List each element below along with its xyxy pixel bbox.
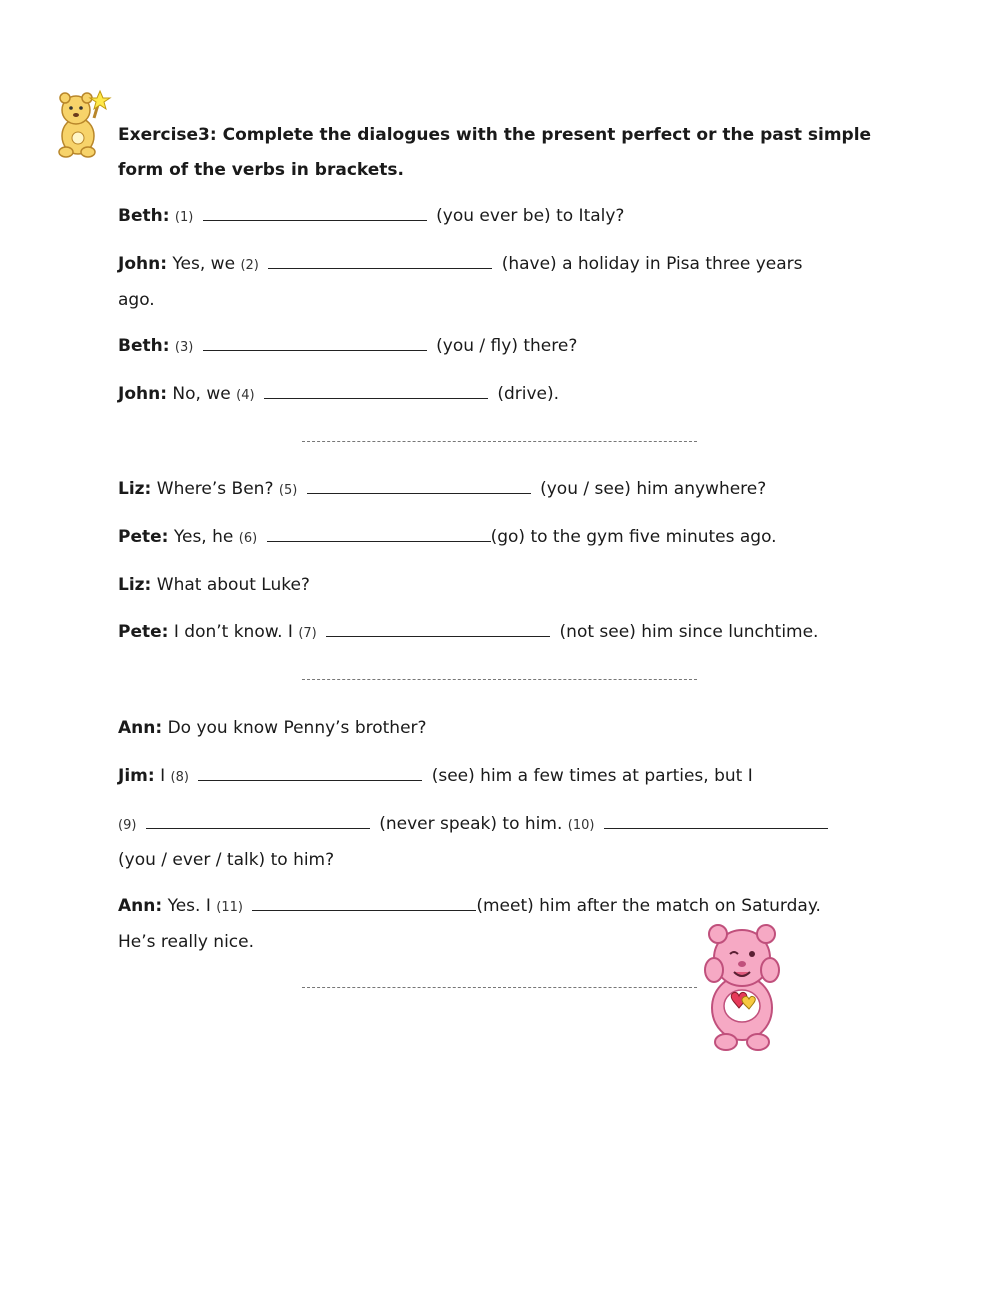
dialogue-line-jim-2 <box>118 807 908 877</box>
dialogue-line-liz-1 <box>118 472 908 508</box>
dialogue-line-john-2 <box>118 377 908 413</box>
dialogue-text: I <box>160 766 166 786</box>
verb-prompt: (you ever be) to Italy? <box>436 206 625 226</box>
dialogue-line-beth-1 <box>118 199 908 235</box>
dialogue-text: Yes, we <box>172 254 236 274</box>
speaker-name: Liz: <box>118 575 152 595</box>
item-number: (4) <box>236 388 255 403</box>
dialogue-line-beth-2 <box>118 329 908 365</box>
dialogue-text: Do you know Penny’s brother? <box>167 718 427 738</box>
item-number: (11) <box>216 900 243 915</box>
verb-prompt: (have) a holiday in Pisa three years <box>501 254 803 274</box>
dialogue-text-continued: He’s really nice. <box>118 932 255 952</box>
dialogue-text: I don’t know. I <box>173 622 293 642</box>
title-line-2: form of the verbs in brackets. <box>118 160 404 180</box>
answer-blank-5[interactable] <box>307 475 531 494</box>
answer-blank-8[interactable] <box>198 762 422 781</box>
answer-blank-4[interactable] <box>264 380 488 399</box>
speaker-name: Liz: <box>118 479 152 499</box>
answer-blank-6[interactable] <box>267 523 491 542</box>
verb-prompt: (not see) him since lunchtime. <box>559 622 819 642</box>
item-number: (9) <box>118 818 137 833</box>
dialogue-text: Yes, he <box>173 527 234 547</box>
answer-blank-7[interactable] <box>326 618 550 637</box>
exercise-title <box>118 118 898 188</box>
item-number: (10) <box>567 818 595 833</box>
speaker-name: Ann: <box>118 718 163 738</box>
verb-prompt: (drive). <box>497 384 560 404</box>
answer-blank-3[interactable] <box>203 332 427 351</box>
speaker-name: Pete: <box>118 527 169 547</box>
speaker-name: Beth: <box>118 336 170 356</box>
yellow-bear-icon <box>52 88 114 160</box>
dialogue-separator <box>302 987 697 988</box>
speaker-name: John: <box>118 254 168 274</box>
answer-blank-9[interactable] <box>146 810 370 829</box>
item-number: (1) <box>174 210 194 225</box>
dialogue-line-jim-1 <box>118 759 908 795</box>
speaker-name: John: <box>118 384 168 404</box>
answer-blank-2[interactable] <box>268 250 492 269</box>
speaker-name: Jim: <box>118 766 155 786</box>
verb-prompt: (meet) him after the match on Saturday. <box>476 896 821 916</box>
dialogue-separator <box>302 679 697 680</box>
item-number: (2) <box>240 258 259 273</box>
item-number: (3) <box>174 340 194 355</box>
answer-blank-1[interactable] <box>203 202 427 221</box>
speaker-name: Ann: <box>118 896 163 916</box>
dialogue-text: Where’s Ben? <box>156 479 274 499</box>
dialogue-text-continued: ago. <box>118 290 155 310</box>
dialogue-line-ann-1 <box>118 711 908 745</box>
item-number: (6) <box>238 531 258 546</box>
dialogue-text: Yes. I <box>167 896 211 916</box>
dialogue-separator <box>302 441 697 442</box>
answer-blank-11[interactable] <box>252 892 476 911</box>
verb-prompt-continued: (you / ever / talk) to him? <box>118 850 335 870</box>
dialogue-line-ann-2 <box>118 889 908 959</box>
answer-blank-10[interactable] <box>604 810 828 829</box>
item-number: (5) <box>278 483 298 498</box>
title-line-1: Exercise3: Complete the dialogues with the present perfect or the past simple <box>118 125 872 145</box>
dialogue-text: No, we <box>172 384 231 404</box>
pink-bear-icon <box>696 918 788 1054</box>
dialogue-line-pete-1 <box>118 520 908 556</box>
verb-prompt: (you / fly) there? <box>436 336 578 356</box>
dialogue-line-liz-2 <box>118 568 908 602</box>
dialogue-line-john-1 <box>118 247 888 317</box>
verb-prompt: (you / see) him anywhere? <box>540 479 767 499</box>
dialogue-text: What about Luke? <box>156 575 310 595</box>
verb-prompt: (see) him a few times at parties, but I <box>431 766 753 786</box>
speaker-name: Beth: <box>118 206 170 226</box>
verb-prompt: (never speak) to him. <box>379 814 563 834</box>
item-number: (7) <box>298 626 317 641</box>
verb-prompt: (go) to the gym five minutes ago. <box>490 527 777 547</box>
item-number: (8) <box>170 770 189 785</box>
dialogue-line-pete-2 <box>118 615 908 651</box>
speaker-name: Pete: <box>118 622 169 642</box>
